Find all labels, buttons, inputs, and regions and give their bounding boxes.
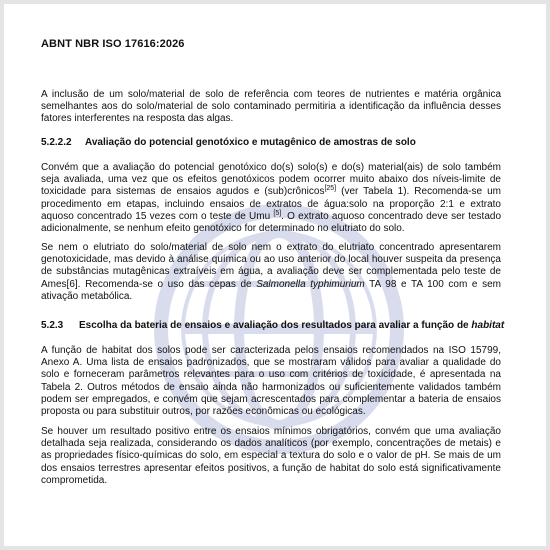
section-5222-number: 5.2.2.2 <box>41 137 72 148</box>
section-523-paragraph-1: A função de habitat dos solos pode ser caracterizada pelos ensaios recomendados na ISO 15799, Anexo A. Uma lista de ensaios padronizados, que se mostraram válidos para avaliar a qualidade do solo e forneceram parâmetros relevantes para o uso com critérios de toxicidade, é apresentada na Tabela 2. Outros métodos de ensaio ainda não harmonizados ou suficientemente validados também podem ser empregados, e convém que sejam acrescentados para complementar a bateria de ensaios proposta ou para substituir outros, por razões econômicas ou ecológicas. <box>41 345 501 418</box>
reference-25: [25] <box>324 185 337 193</box>
section-523-title-italic: habitat <box>471 320 505 331</box>
paragraph-text: (ver Tabela 1). Recomenda-se um procedimento em etapas, incluindo ensaios de extratos de água:solo na proporção 2:1 e extrato aquoso concentrado 15 vezes com o teste de Umu <box>41 186 501 222</box>
section-5222-paragraph-2 <box>41 242 501 303</box>
standard-header: ABNT NBR ISO 17616:2026 <box>41 38 185 50</box>
intro-paragraph: A inclusão de um solo/material de solo de referência com teores de nutrientes e matéria orgânica semelhantes aos do solo/material de solo contaminado permitiria a identificação da influência desses fatores interferentes na resposta das algas. <box>41 89 501 125</box>
section-5222-paragraph-1 <box>41 162 501 235</box>
section-523-heading <box>41 320 511 332</box>
section-523-paragraph-2: Se houver um resultado positivo entre os ensaios mínimos obrigatórios, convém que uma avaliação detalhada seja realizada, considerando os dados analíticos (por exemplo, concentrações de metais) e as propriedades físico-químicas do solo, em especial a textura do solo e o valor de pH. Se mais de um dos ensaios terrestres apresentar efeitos positivos, a função de habitat do solo está significativamente comprometida. <box>41 426 501 486</box>
paragraph-text: Convém que a avaliação do potencial genotóxico do(s) solo(s) e do(s) material(ais) de solo também seja avaliada, uma vez que os efeitos genotóxicos podem ocorrer muito abaixo dos níveis-limite de toxicidade para sistemas de ensaios agudos e (sub)crônicos <box>41 162 501 198</box>
section-5222-title: Avaliação do potencial genotóxico e mutagênico de amostras de solo <box>85 137 416 148</box>
section-523-title: Escolha da bateria de ensaios e avaliação dos resultados para avaliar a função de <box>79 320 472 331</box>
paragraph-text: TA 98 e TA 100 com e sem ativação metabólica. <box>41 278 501 302</box>
paragraph-text: . O extrato aquoso concentrado deve ser testado adicionalmente, se nenhum efeito genotóxico for determinado no elutriato do solo. <box>41 210 502 235</box>
document-page <box>4 4 546 546</box>
species-name: Salmonella typhimurium <box>256 278 365 290</box>
section-523-number: 5.2.3 <box>41 320 64 331</box>
reference-5: [5] <box>273 209 282 217</box>
section-5222-heading <box>41 137 511 149</box>
paragraph-text: Se nem o elutriato do solo/material de solo nem o extrato do elutriato concentrado apresentarem genotoxicidade, mas devido à análise química ou ao uso anterior do local houver suspeita da presença de substâncias mutagênicas extraíveis em água, a avaliação deve ser complementada pelo teste de Ames[6]. Recomenda-se o uso das cepas de <box>41 242 501 290</box>
